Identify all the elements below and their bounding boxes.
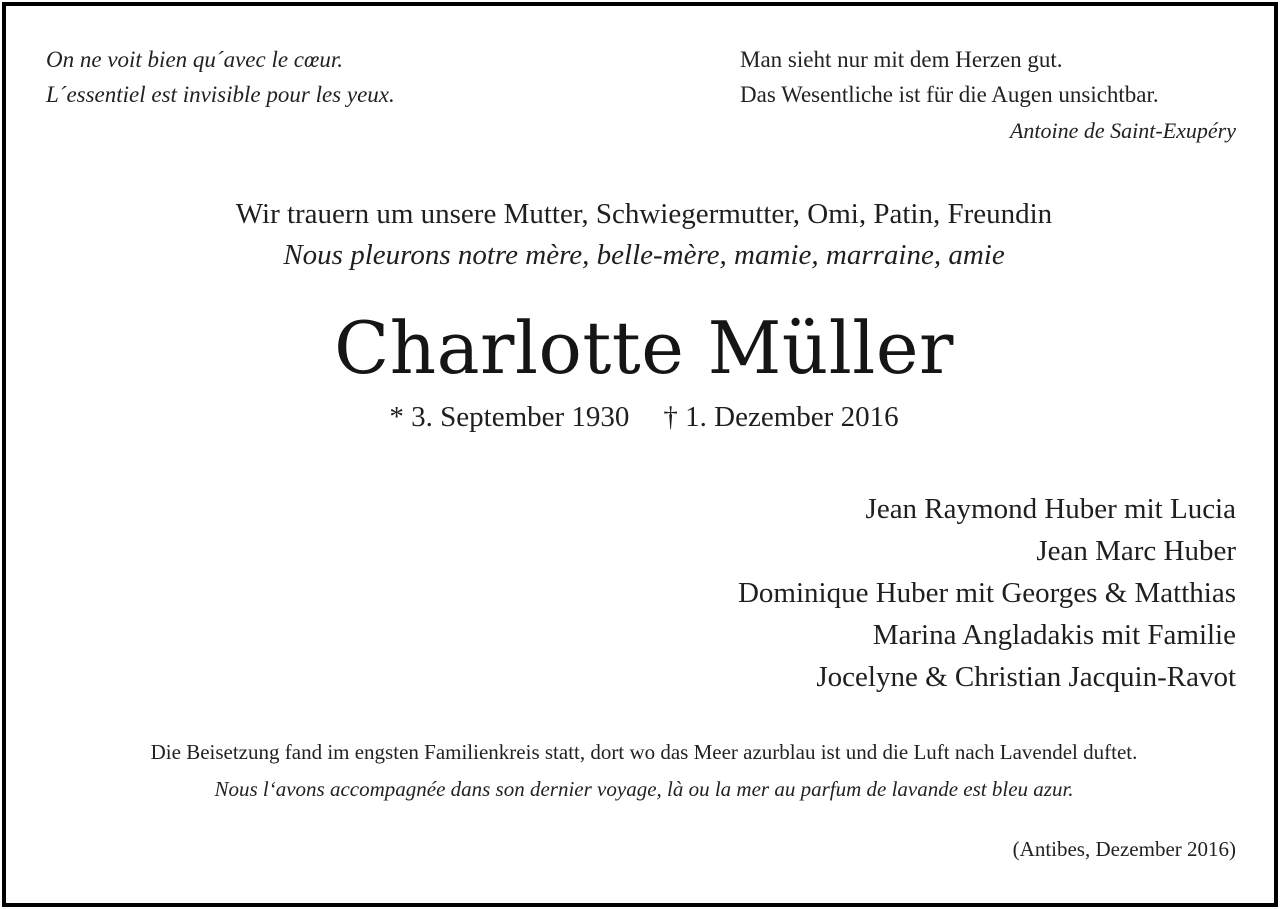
death-date: † 1. Dezember 2016 bbox=[663, 401, 899, 433]
place-and-date: (Antibes, Dezember 2016) bbox=[1012, 837, 1236, 861]
burial-note-german: Die Beisetzung fand im engsten Familienkreis statt, dort wo das Meer azurblau ist und die Luft nach Lavendel duftet. bbox=[150, 740, 1138, 764]
quote-french bbox=[46, 42, 395, 112]
mourning-text-german: Wir trauern um unsere Mutter, Schwiegermutter, Omi, Patin, Freundin bbox=[235, 198, 1053, 230]
quote-author: Antoine de Saint-Exupéry bbox=[1009, 118, 1236, 143]
birth-date: * 3. September 1930 bbox=[389, 401, 630, 433]
family-member: Marina Angladakis mit Familie bbox=[872, 619, 1236, 651]
quote-french-line-1: On ne voit bien qu´avec le cœur. bbox=[46, 47, 343, 72]
life-dates bbox=[6, 401, 1280, 434]
quote-german-line-1: Man sieht nur mit dem Herzen gut. bbox=[740, 47, 1063, 72]
quote-french-line-2: L´essentiel est invisible pour les yeux. bbox=[46, 82, 395, 107]
family-member: Jean Marc Huber bbox=[1036, 535, 1236, 567]
quote-german bbox=[740, 42, 1159, 112]
family-member: Jocelyne & Christian Jacquin-Ravot bbox=[816, 661, 1236, 693]
quote-german-line-2: Das Wesentliche ist für die Augen unsichtbar. bbox=[740, 82, 1159, 107]
mourning-text-french: Nous pleurons notre mère, belle-mère, mamie, marraine, amie bbox=[283, 239, 1005, 271]
burial-note-french: Nous l‘avons accompagnée dans son dernier voyage, là ou la mer au parfum de lavande est bleu azur. bbox=[214, 777, 1074, 801]
family-member: Jean Raymond Huber mit Lucia bbox=[865, 493, 1236, 525]
deceased-name: Charlotte Müller bbox=[334, 306, 954, 390]
family-member: Dominique Huber mit Georges & Matthias bbox=[737, 577, 1236, 609]
obituary-notice bbox=[2, 2, 1278, 907]
family-list bbox=[738, 488, 1236, 698]
